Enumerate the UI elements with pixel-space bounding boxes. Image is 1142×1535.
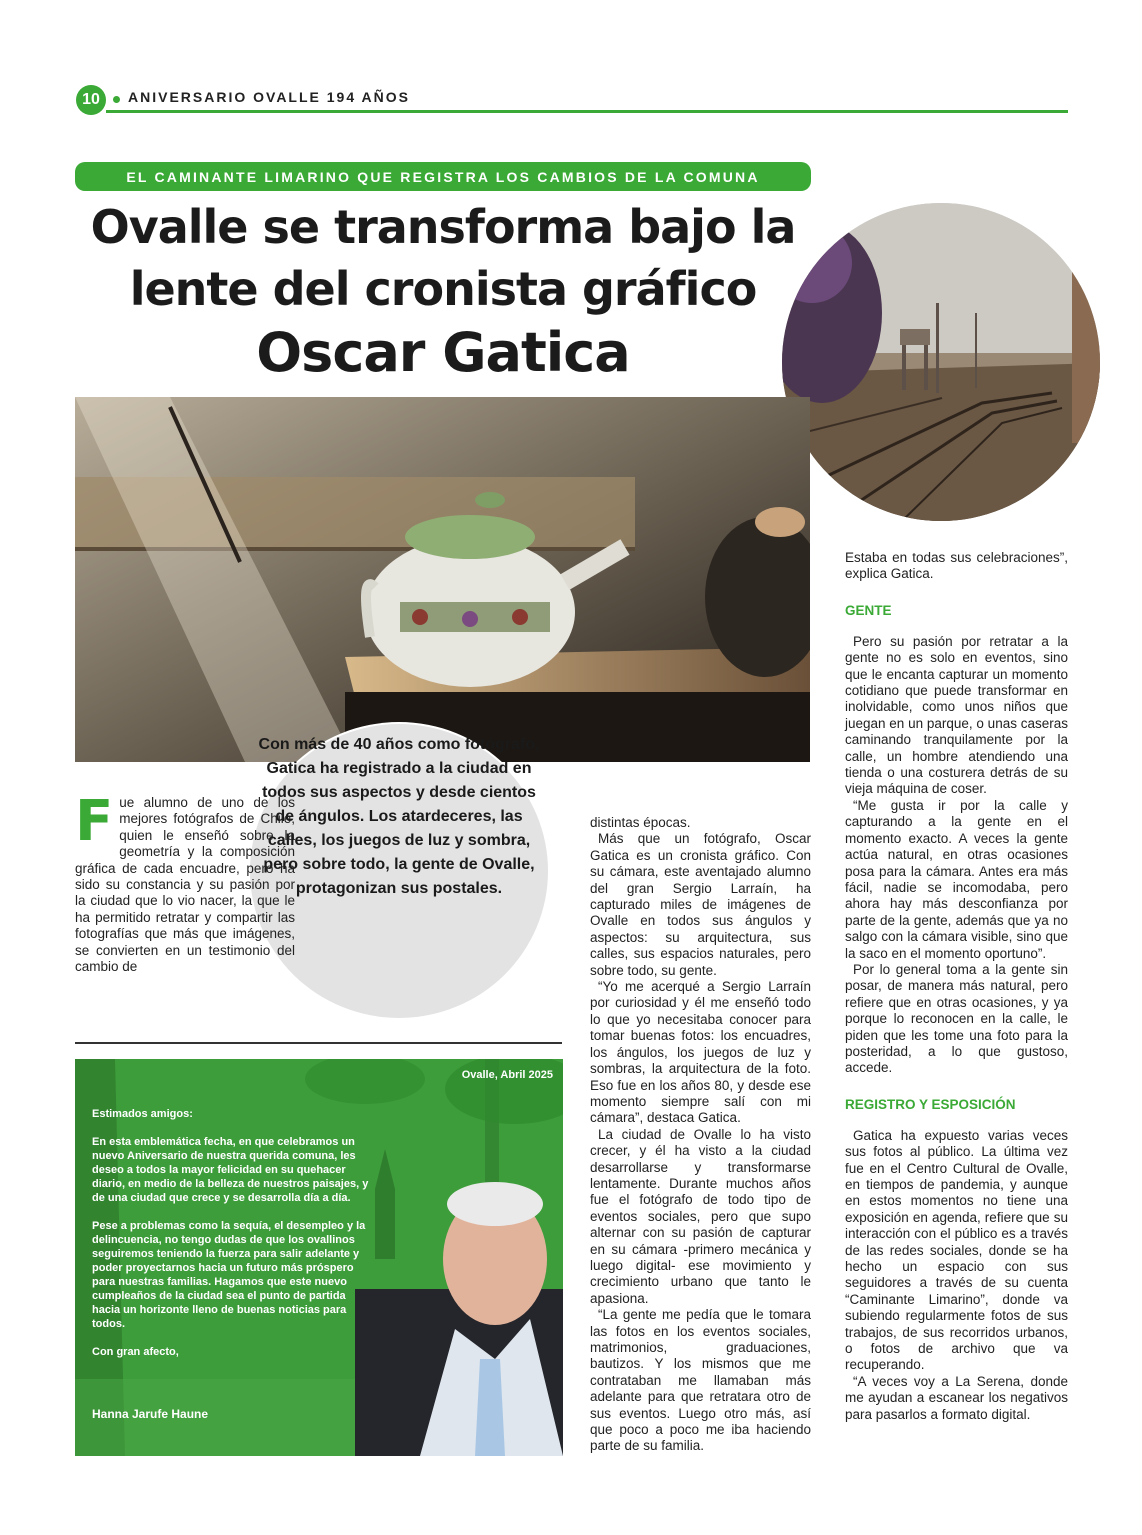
teapot-photo bbox=[75, 397, 810, 762]
railway-photo bbox=[782, 203, 1100, 521]
column-1-text: ue alumno de uno de los mejores fotógrafos de Chile, quien le enseñó sobre la geometría y la composición gráfica de cada encuadre, pero ha sido su constancia y su pasión por la ciudad que lo vio nacer, la que le ha permitido retratar y compartir las fotografías que más que imágenes, se convierten en un testimonio del cambio de bbox=[75, 795, 295, 975]
paragraph: “Yo me acerqué a Sergio Larraín por curiosidad y él me enseñó todo lo que yo necesitaba conocer para tomar buenas fotos: los encuadres, los ángulos, los juegos de luz y sombras, la arquitectura de la foto. Eso fue en los años 80, y desde ese momento siempre salí con mi cámara”, destaca Gatica. bbox=[590, 979, 811, 1126]
greeting-text bbox=[92, 1107, 374, 1373]
paragraph: “A veces voy a La Serena, donde me ayudan a escanear los negativos para pasarlos a formato digital. bbox=[845, 1373, 1068, 1422]
article-headline bbox=[40, 196, 846, 386]
headline-line-2: lente del cronista gráfico bbox=[129, 262, 757, 316]
section-title: ANIVERSARIO OVALLE 194 AÑOS bbox=[128, 89, 410, 105]
railway-photo-illustration bbox=[782, 203, 1100, 521]
header-bullet bbox=[113, 96, 120, 103]
paragraph: La ciudad de Ovalle lo ha visto crecer, y él ha visto a la ciudad desarrollarse y transformarse lentamente. Durante muchos años fue el fotógrafo de todo tipo de eventos sociales, pero que supo alternar con su pasión de capturar en su cámara -primero mecánica y luego digital- ese movimiento y crecimiento urbano que tanto le apasiona. bbox=[590, 1126, 811, 1306]
paragraph: Pero su pasión por retratar a la gente no es solo en eventos, sino que le encanta capturar un momento cotidiano que puede transformar en inolvidable, como unos niños que juegan en un parque, o unas caseras caminando tranquilamente por la calle, un hombre atendiendo una tienda o una costurera detrás de su vieja máquina de coser. bbox=[845, 633, 1068, 797]
headline-line-1: Ovalle se transforma bajo la bbox=[90, 200, 796, 254]
greeting-signature: Hanna Jarufe Haune bbox=[92, 1407, 209, 1421]
drop-cap: F bbox=[75, 789, 114, 854]
greeting-salutation: Estimados amigos: bbox=[92, 1108, 193, 1120]
paragraph: “Me gusta ir por la calle y capturando a la gente en el momento exacto. A veces la gente actúa natural, en otras ocasiones posa para la cámara. Antes era más fácil, nadie se incomodaba, pero ahora hay más desconfianza por parte de la gente, además que ya no salgo con la cámara visible, sino que la saco en el momento oportuno”. bbox=[845, 797, 1068, 961]
article-column-2 bbox=[590, 815, 811, 1455]
greeting-closing: Con gran afecto, bbox=[92, 1346, 179, 1358]
greeting-date: Ovalle, Abril 2025 bbox=[461, 1069, 553, 1081]
mayor-greeting-box bbox=[75, 1059, 563, 1456]
article-kicker: EL CAMINANTE LIMARINO QUE REGISTRA LOS CAMBIOS DE LA COMUNA bbox=[75, 162, 811, 191]
paragraph: Estaba en todas sus celebraciones”, explica Gatica. bbox=[845, 550, 1068, 582]
paragraph: Gatica ha expuesto varias veces sus fotos al público. La última vez fue en el Centro Cultural de Ovalle, en tiempos de pandemia, y aunque en estos momentos no tiene una exposición en agenda, refiere que su interacción con el público es a través de las redes sociales, donde se ha hecho un espacio con sus seguidores a través de su cuenta “Caminante Limarino”, donde va subiendo regularmente fotos de sus trabajos, de sus recorridos urbanos, o fotos de archivo que va recuperando. bbox=[845, 1127, 1068, 1373]
paragraph: “La gente me pedía que le tomara las fotos en los eventos sociales, matrimonios, graduaciones, bautizos. Y los mismos que me contrataban me llamaban más adelante para que retratara otro de sus eventos. Luego otro más, así que poco a poco me iba haciendo parte de su familia. bbox=[590, 1307, 811, 1454]
paragraph: distintas épocas. bbox=[590, 815, 691, 830]
paragraph: Más que un fotógrafo, Oscar Gatica es un cronista gráfico. Con su cámara, este aventajado alumno del gran Sergio Larraín, ha capturado miles de imágenes de Ovalle en todos sus ángulos y aspectos: su arquitectura, sus calles, sus espacios naturales, pero sobre todo, su gente. bbox=[590, 831, 811, 978]
article-column-3 bbox=[845, 550, 1068, 1423]
column-divider bbox=[75, 1042, 562, 1044]
page-number: 10 bbox=[76, 85, 106, 115]
teapot-photo-illustration bbox=[75, 397, 810, 762]
greeting-paragraph: En esta emblemática fecha, en que celebramos un nuevo Aniversario de nuestra querida comuna, les deseo a todos la mayor felicidad en su quehacer diario, en medio de la belleza de nuestros paisajes, y de una ciudad que crece y se desarrolla día a día. bbox=[92, 1136, 369, 1204]
greeting-paragraph: Pese a problemas como la sequía, el desempleo y la delincuencia, no tengo dudas de que los ovallinos seguiremos teniendo la fuerza para salir adelante y poder proyectarnos hacia un futuro más próspero para nuestras familias. Hagamos que este nuevo cumpleaños de la ciudad sea el punto de partida hacia un horizonte lleno de buenas noticias para todos. bbox=[92, 1220, 366, 1330]
headline-line-3: Oscar Gatica bbox=[256, 321, 630, 384]
subhead-gente: GENTE bbox=[845, 602, 892, 618]
article-column-1 bbox=[75, 789, 295, 975]
subhead-registro: REGISTRO Y ESPOSICIÓN bbox=[845, 1096, 1016, 1112]
header-rule bbox=[106, 110, 1068, 113]
paragraph: Por lo general toma a la gente sin posar, de manera más natural, pero refiere que en otras ocasiones, y ya porque lo reconocen en la calle, le piden que les tome una foto para la posteridad, a lo que gustoso, accede. bbox=[845, 961, 1068, 1076]
pull-quote: Con más de 40 años como fotógrafo, Gatica ha registrado a la ciudad en todos sus aspectos y desde cientos de ángulos. Los atardeceres, las calles, los juegos de luz y sombra, pero sobre todo, la gente de Ovalle, protagonizan sus postales. bbox=[258, 736, 540, 897]
